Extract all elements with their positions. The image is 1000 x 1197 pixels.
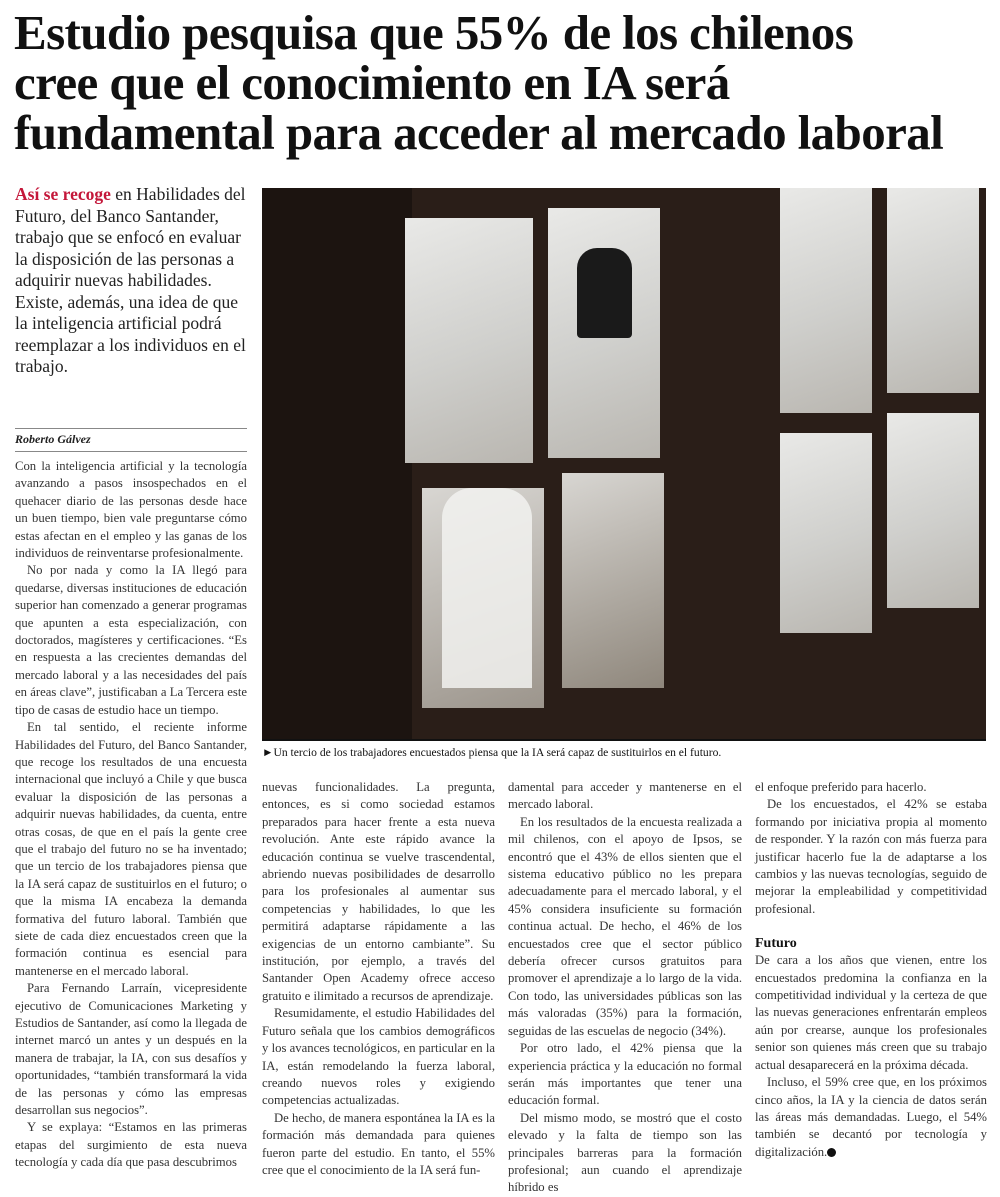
article-photo <box>262 188 986 741</box>
article-column-1 <box>15 458 247 1172</box>
paragraph: De hecho, de manera espontánea la IA es la formación más demandada para quienes fueron parte del estudio. En tanto, el 55% cree que el conocimiento de la IA será fun- <box>262 1110 495 1177</box>
paragraph: damental para acceder y mantenerse en el mercado laboral. <box>508 780 742 812</box>
subheading: Futuro <box>755 936 797 952</box>
headline-line: fundamental para acceder al mercado laboral <box>14 105 944 160</box>
article-column-3 <box>508 779 742 1197</box>
lead-text: en Habilidades del Futuro, del Banco Santander, trabajo que se enfocó en evaluar la disposición de las personas a adquirir nuevas habilidades. Existe, además, una idea de que la inteligencia artificial podrá reemplazar a los individuos en el trabajo. <box>15 184 246 376</box>
paragraph: En los resultados de la encuesta realizada a mil chilenos, con el apoyo de Ipsos, se encontró que el 43% de ellos sienten que el sistema educativo público no les prepara adecuadamente para el mercado laboral, y el 45% considera insuficiente su formación continua actual. De hecho, el 46% de los encuestados cree que el sector público debería ofrecer cursos gratuitos para promover el aprendizaje a lo largo de la vida. Con todo, las universidades públicas son las más valoradas (35%) para la formación, seguidas de las escuelas de negocio (34%). <box>508 814 742 1038</box>
paragraph: De cara a los años que vienen, entre los encuestados predomina la confianza en la competitividad individual y la certeza de que las nuevas generaciones enfrentarán empleos aún por crearse, aunque los profesionales senior son quienes más creen que su trabajo actual desaparecerá en la próxima década. <box>755 953 987 1072</box>
paragraph: En tal sentido, el reciente informe Habilidades del Futuro, del Banco Santander, que recoge los resultados de una encuesta internacional que incluyó a Chile y que busca evaluar la disposición de las personas a adquirir nuevas habilidades, da cuenta, entre otras cosas, de que en el país la gente cree que el trabajo del futuro no se ha inventado; que un tercio de los trabajadores piensa que la IA será capaz de sustituirlos en el futuro; o que la misma IA encabeza la demanda formativa del futuro laboral. También que siete de cada diez encuestados creen que la formación continua es esencial para mantenerse en el mercado laboral. <box>15 720 247 978</box>
lead-kicker: Así se recoge <box>15 184 111 204</box>
paragraph: Con la inteligencia artificial y la tecnología avanzando a pasos insospechados en el quehacer diario de las personas desde hace un buen tiempo, bien vale preguntarse cómo estas afectan en el empleo y las ganas de los individuos de reinventarse profesionalmente. <box>15 459 247 561</box>
paragraph: De los encuestados, el 42% se estaba formando por iniciativa propia al momento de responder. Y la razón con más fuerza para justificar hacerlo fue la de adaptarse a los cambios y las nuevas tecnologías, seguido de mejorar la empleabilidad y competitividad profesional. <box>755 797 987 916</box>
headline-line: cree que el conocimiento en IA será <box>14 55 730 110</box>
paragraph-text: Incluso, el 59% cree que, en los próximos cinco años, la IA y la ciencia de datos serán las áreas más demandadas. Luego, el 54% también se decantó por tecnología y digitalización. <box>755 1075 987 1159</box>
article-column-4 <box>755 779 987 1161</box>
lead-paragraph <box>15 184 247 378</box>
paragraph: Por otro lado, el 42% piensa que la experiencia práctica y la educación no formal serán más importantes que tener una educación formal. <box>508 1041 742 1108</box>
paragraph: No por nada y como la IA llegó para quedarse, diversas instituciones de educación superior han comenzado a generar programas que apunten a esta especialización, con doctorados, magísteres y certificaciones. “Es en respuesta a las crecientes demandas del mercado laboral y a las necesidades del país en áreas clave”, justificaban a La Tercera este tipo de casas de estudio hace un tiempo. <box>15 563 247 717</box>
article-column-2 <box>262 779 495 1179</box>
paragraph: Del mismo modo, se mostró que el costo elevado y la falta de tiempo son las principales barreras para la formación profesional; aun cuando el aprendizaje híbrido es <box>508 1110 742 1195</box>
paragraph: nuevas funcionalidades. La pregunta, entonces, es si como sociedad estamos preparados para hacer frente a esta nueva revolución. Ante este rápido avance la educación continua se vuelve trascendental, abriendo nuevas posibilidades de desarrollo para los profesionales al aumentar sus competencias y habilidades, lo que les permitirá adaptarse rápidamente a las exigencias de un entorno cambiante”. Su institución, por ejemplo, a través del Santander Open Academy ofrece acceso gratuito e ilimitado a recursos de aprendizaje. <box>262 780 495 1003</box>
paragraph: Para Fernando Larraín, vicepresidente ejecutivo de Comunicaciones Marketing y Estudios de Santander, así como la llegada de internet marcó un antes y un después en la manera de trabajar, la IA, con sus desafíos y oportunidades, “también transformará la vida de las personas y cómo las empresas desarrollan sus negocios”. <box>15 981 247 1118</box>
end-mark-icon <box>827 1148 836 1157</box>
headline-line: Estudio pesquisa que 55% de los chilenos <box>14 5 854 60</box>
headline <box>14 5 994 160</box>
photo-caption: ►Un tercio de los trabajadores encuestados piensa que la IA será capaz de sustituirlos en el futuro. <box>262 746 722 759</box>
paragraph: el enfoque preferido para hacerlo. <box>755 780 927 794</box>
byline: Roberto Gálvez <box>15 428 247 452</box>
paragraph: Resumidamente, el estudio Habilidades del Futuro señala que los cambios demográficos y los avances tecnológicos, en particular en la IA, están remodelando la fuerza laboral, creando nuevos roles y exigiendo competencias actualizadas. <box>262 1006 495 1108</box>
paragraph: Y se explaya: “Estamos en las primeras etapas del surgimiento de esta nueva tecnología y cada día que pasa descubrimos <box>15 1120 247 1170</box>
paragraph <box>755 1074 987 1161</box>
